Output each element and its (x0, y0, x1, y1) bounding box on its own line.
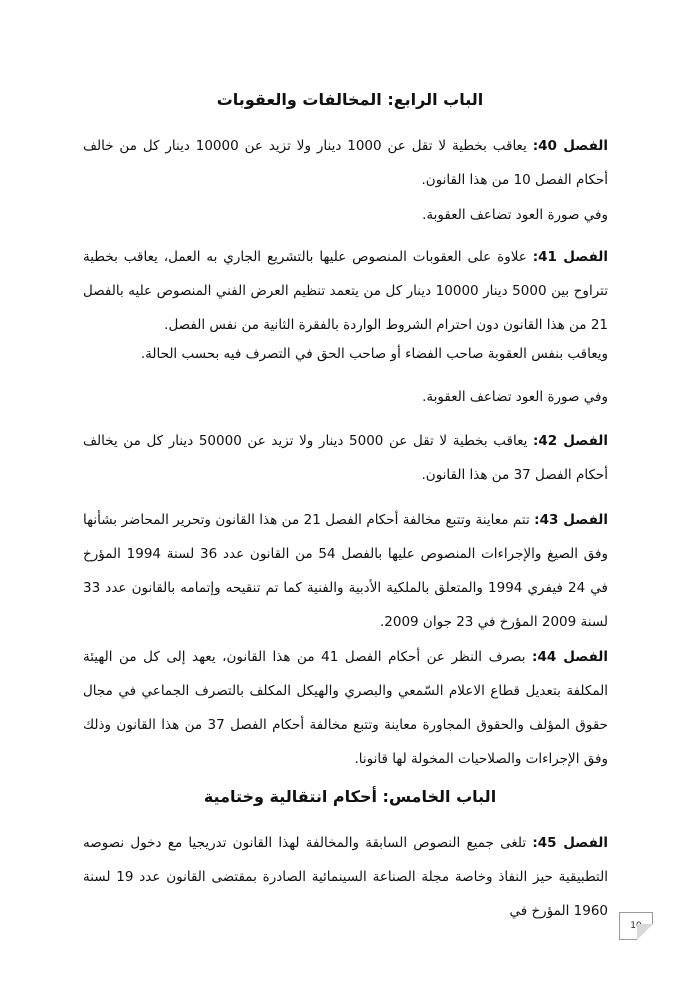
repeat-offense-text-2: وفي صورة العود تضاعف العقوبة. (422, 389, 608, 405)
article-41-penalty-extension (83, 337, 608, 371)
article-45 (83, 826, 608, 928)
article-40-text: يعاقب بخطية لا تقل عن 1000 دينار ولا تزيد عن 10000 دينار كل من خالف أحكام الفصل 10 من هذا القانون. (83, 138, 608, 188)
article-41-penalty-extension-text: ويعاقب بنفس العقوبة صاحب الفضاء أو صاحب الحق في التصرف فيه بحسب الحالة. (140, 346, 608, 362)
article-44-text: بصرف النظر عن أحكام الفصل 41 من هذا القانون، يعهد إلى كل من الهيئة المكلفة بتعديل قطاع الاعلام السّمعي والبصري والهيكل المكلف بالتصرف الجماعي في مجال حقوق المؤلف والحقوق المجاورة معاينة وتتبع مخالفة أحكام الفصل 37 من هذا القانون وذلك وفق الإجراءات والصلاحيات المخولة لها قانونا. (83, 649, 608, 767)
repeat-offense-note-1 (83, 198, 608, 232)
article-44 (83, 640, 608, 776)
article-42 (83, 424, 608, 492)
article-42-text: يعاقب بخطية لا تقل عن 5000 دينار ولا تزيد عن 50000 دينار كل من يخالف أحكام الفصل 37 من هذا القانون. (83, 433, 608, 483)
repeat-offense-text-1: وفي صورة العود تضاعف العقوبة. (422, 207, 608, 223)
chapter-5-title: الباب الخامس: أحكام انتقالية وختامية (203, 787, 497, 806)
page-number: 10 (630, 921, 642, 931)
page-number-box (619, 912, 653, 940)
article-43-text: تتم معاينة وتتبع مخالفة أحكام الفصل 21 من هذا القانون وتحرير المحاضر بشأنها وفق الصيغ والإجراءات المنصوص عليها بالفصل 54 من القانون عدد 36 لسنة 1994 المؤرخ في 24 فيفري 1994 والمتعلق بالملكية الأدبية والفنية كما تم تنقيحه وإتمامه بالقانون عدد 33 لسنة 2009 المؤرخ في 23 جوان 2009. (83, 512, 609, 630)
chapter-4-title: الباب الرابع: المخالفات والعقوبات (216, 90, 484, 109)
article-40-number: الفصل 40: (532, 138, 608, 154)
article-41-number: الفصل 41: (532, 249, 608, 265)
repeat-offense-note-2 (83, 380, 608, 414)
article-40 (83, 129, 608, 197)
article-41 (83, 240, 608, 342)
article-43-number: الفصل 43: (534, 512, 608, 528)
article-45-number: الفصل 45: (532, 835, 608, 851)
article-45-text: تلغى جميع النصوص السابقة والمخالفة لهذا القانون تدريجيا مع دخول نصوصه التطبيقية حيز النفاذ وخاصة مجلة الصناعة السينمائية الصادرة بمقتضى القانون عدد 19 لسنة 1960 المؤرخ في (83, 835, 608, 919)
article-44-number: الفصل 44: (532, 649, 608, 665)
article-43 (83, 503, 608, 639)
article-41-text: علاوة على العقوبات المنصوص عليها بالتشريع الجاري به العمل، يعاقب بخطية تتراوح بين 5000 دينار 10000 دينار كل من يتعمد تنظيم العرض الفني المنصوص عليه بالفصل 21 من هذا القانون دون احترام الشروط الواردة بالفقرة الثانية من نفس الفصل. (83, 249, 608, 333)
article-42-number: الفصل 42: (532, 433, 608, 449)
